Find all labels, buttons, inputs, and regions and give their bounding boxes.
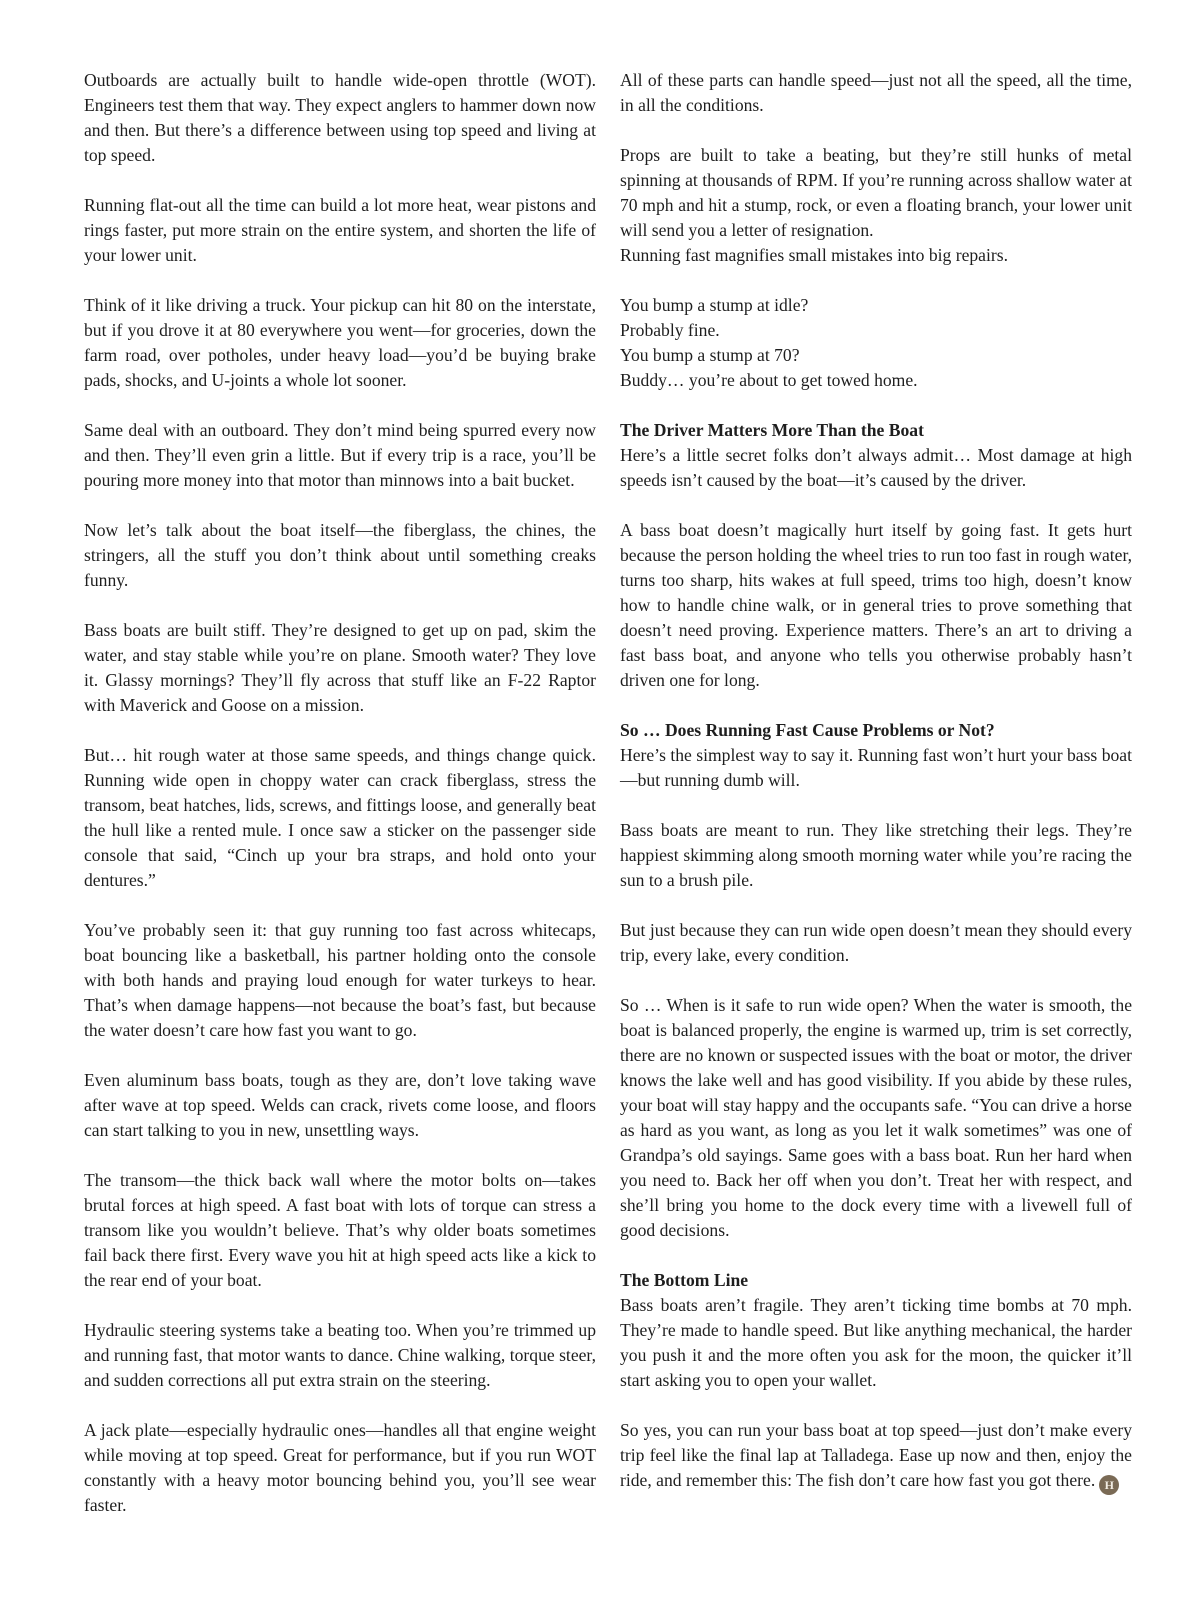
right-column bbox=[620, 68, 1132, 1495]
paragraph: Here’s the simplest way to say it. Running fast won’t hurt your bass boat—but running dumb will. bbox=[620, 745, 1132, 790]
stump-line: Buddy… you’re about to get towed home. bbox=[620, 370, 918, 390]
paragraph: The transom—the thick back wall where the motor bolts on—takes brutal forces at high speed. A fast boat with lots of torque can stress a transom like you wouldn’t believe. That’s why older boats sometimes fail back there first. Every wave you hit at high speed acts like a kick to the rear end of your boat. bbox=[84, 1170, 596, 1290]
paragraph: Outboards are actually built to handle wide-open throttle (WOT). Engineers test them that way. They expect anglers to hammer down now and then. But there’s a difference between using top speed and living at top speed. bbox=[84, 70, 596, 165]
paragraph: Bass boats are meant to run. They like stretching their legs. They’re happiest skimming along smooth morning water while you’re racing the sun to a brush pile. bbox=[620, 820, 1132, 890]
section-heading-driver: The Driver Matters More Than the Boat bbox=[620, 420, 924, 440]
paragraph: Now let’s talk about the boat itself—the fiberglass, the chines, the stringers, all the stuff you don’t think about until something creaks funny. bbox=[84, 520, 596, 590]
paragraph: So … When is it safe to run wide open? When the water is smooth, the boat is balanced properly, the engine is warmed up, trim is set correctly, there are no known or suspected issues with the boat or motor, the driver knows the lake well and has good visibility. If you abide by these rules, your boat will stay happy and the occupants safe. “You can drive a horse as hard as you want, as long as you let it walk sometimes” was one of Grandpa’s old sayings. Same goes with a bass boat. Run her hard when you need to. Back her off when you don’t. Treat her with respect, and she’ll bring you home to the dock every time with a livewell full of good decisions. bbox=[620, 995, 1132, 1240]
closing-text: So yes, you can run your bass boat at top speed—just don’t make every trip feel like the final lap at Talladega. Ease up now and then, enjoy the ride, and remember this: The fish don’t care how fast you got there. bbox=[620, 1420, 1132, 1490]
paragraph: Running flat-out all the time can build a lot more heat, wear pistons and rings faster, put more strain on the entire system, and shorten the life of your lower unit. bbox=[84, 195, 596, 265]
closing-paragraph bbox=[620, 1418, 1132, 1495]
stump-line: You bump a stump at idle? bbox=[620, 295, 809, 315]
paragraph: Running fast magnifies small mistakes into big repairs. bbox=[620, 245, 1008, 265]
paragraph: Think of it like driving a truck. Your pickup can hit 80 on the interstate, but if you drove it at 80 everywhere you went—for groceries, down the farm road, over potholes, under heavy load—you’d be buying brake pads, shocks, and U-joints a whole lot sooner. bbox=[84, 295, 596, 390]
paragraph: But just because they can run wide open doesn’t mean they should every trip, every lake, every condition. bbox=[620, 920, 1132, 965]
stump-line: You bump a stump at 70? bbox=[620, 345, 800, 365]
paragraph: You’ve probably seen it: that guy running too fast across whitecaps, boat bouncing like a basketball, his partner holding onto the console with both hands and praying loud enough for water turkeys to hear. That’s when damage happens—not because the boat’s fast, but because the water doesn’t care how fast you want to go. bbox=[84, 920, 596, 1040]
paragraph: Props are built to take a beating, but they’re still hunks of metal spinning at thousands of RPM. If you’re running across shallow water at 70 mph and hit a stump, rock, or even a floating branch, your lower unit will send you a letter of resignation. bbox=[620, 145, 1132, 240]
stump-line: Probably fine. bbox=[620, 320, 720, 340]
paragraph: Here’s a little secret folks don’t always admit… Most damage at high speeds isn’t caused by the boat—it’s caused by the driver. bbox=[620, 445, 1132, 490]
section-heading-bottom-line: The Bottom Line bbox=[620, 1270, 749, 1290]
paragraph: Even aluminum bass boats, tough as they are, don’t love taking wave after wave at top speed. Welds can crack, rivets come loose, and floors can start talking to you in new, unsettling ways. bbox=[84, 1070, 596, 1140]
paragraph: Same deal with an outboard. They don’t mind being spurred every now and then. They’ll even grin a little. But if every trip is a race, you’ll be pouring more money into that motor than minnows into a bait bucket. bbox=[84, 420, 596, 490]
end-of-story-icon: H bbox=[1099, 1475, 1119, 1495]
paragraph: All of these parts can handle speed—just not all the speed, all the time, in all the conditions. bbox=[620, 70, 1132, 115]
paragraph: Bass boats are built stiff. They’re designed to get up on pad, skim the water, and stay stable while you’re on plane. Smooth water? They love it. Glassy mornings? They’ll fly across that stuff like an F-22 Raptor with Maverick and Goose on a mission. bbox=[84, 620, 596, 715]
paragraph: A bass boat doesn’t magically hurt itself by going fast. It gets hurt because the person holding the wheel tries to run too fast in rough water, turns too sharp, hits wakes at full speed, trims too high, doesn’t know how to handle chine walk, or in general tries to prove something that doesn’t need proving. Experience matters. There’s an art to driving a fast bass boat, and anyone who tells you otherwise probably hasn’t driven one for long. bbox=[620, 520, 1132, 690]
left-column bbox=[84, 68, 596, 1518]
paragraph: Bass boats aren’t fragile. They aren’t ticking time bombs at 70 mph. They’re made to handle speed. But like anything mechanical, the harder you push it and the more often you ask for the moon, the quicker it’ll start asking you to open your wallet. bbox=[620, 1295, 1132, 1390]
paragraph: Hydraulic steering systems take a beating too. When you’re trimmed up and running fast, that motor wants to dance. Chine walking, torque steer, and sudden corrections all put extra strain on the steering. bbox=[84, 1320, 596, 1390]
paragraph: But… hit rough water at those same speeds, and things change quick. Running wide open in choppy water can crack fiberglass, stress the transom, beat hatches, lids, screws, and fittings loose, and generally beat the hull like a rented mule. I once saw a sticker on the passenger side console that said, “Cinch up your bra straps, and hold onto your dentures.” bbox=[84, 745, 596, 890]
section-heading-problems: So … Does Running Fast Cause Problems or Not? bbox=[620, 720, 995, 740]
paragraph: A jack plate—especially hydraulic ones—handles all that engine weight while moving at top speed. Great for performance, but if you run WOT constantly with a heavy motor bouncing behind you, you’ll see wear faster. bbox=[84, 1420, 596, 1515]
